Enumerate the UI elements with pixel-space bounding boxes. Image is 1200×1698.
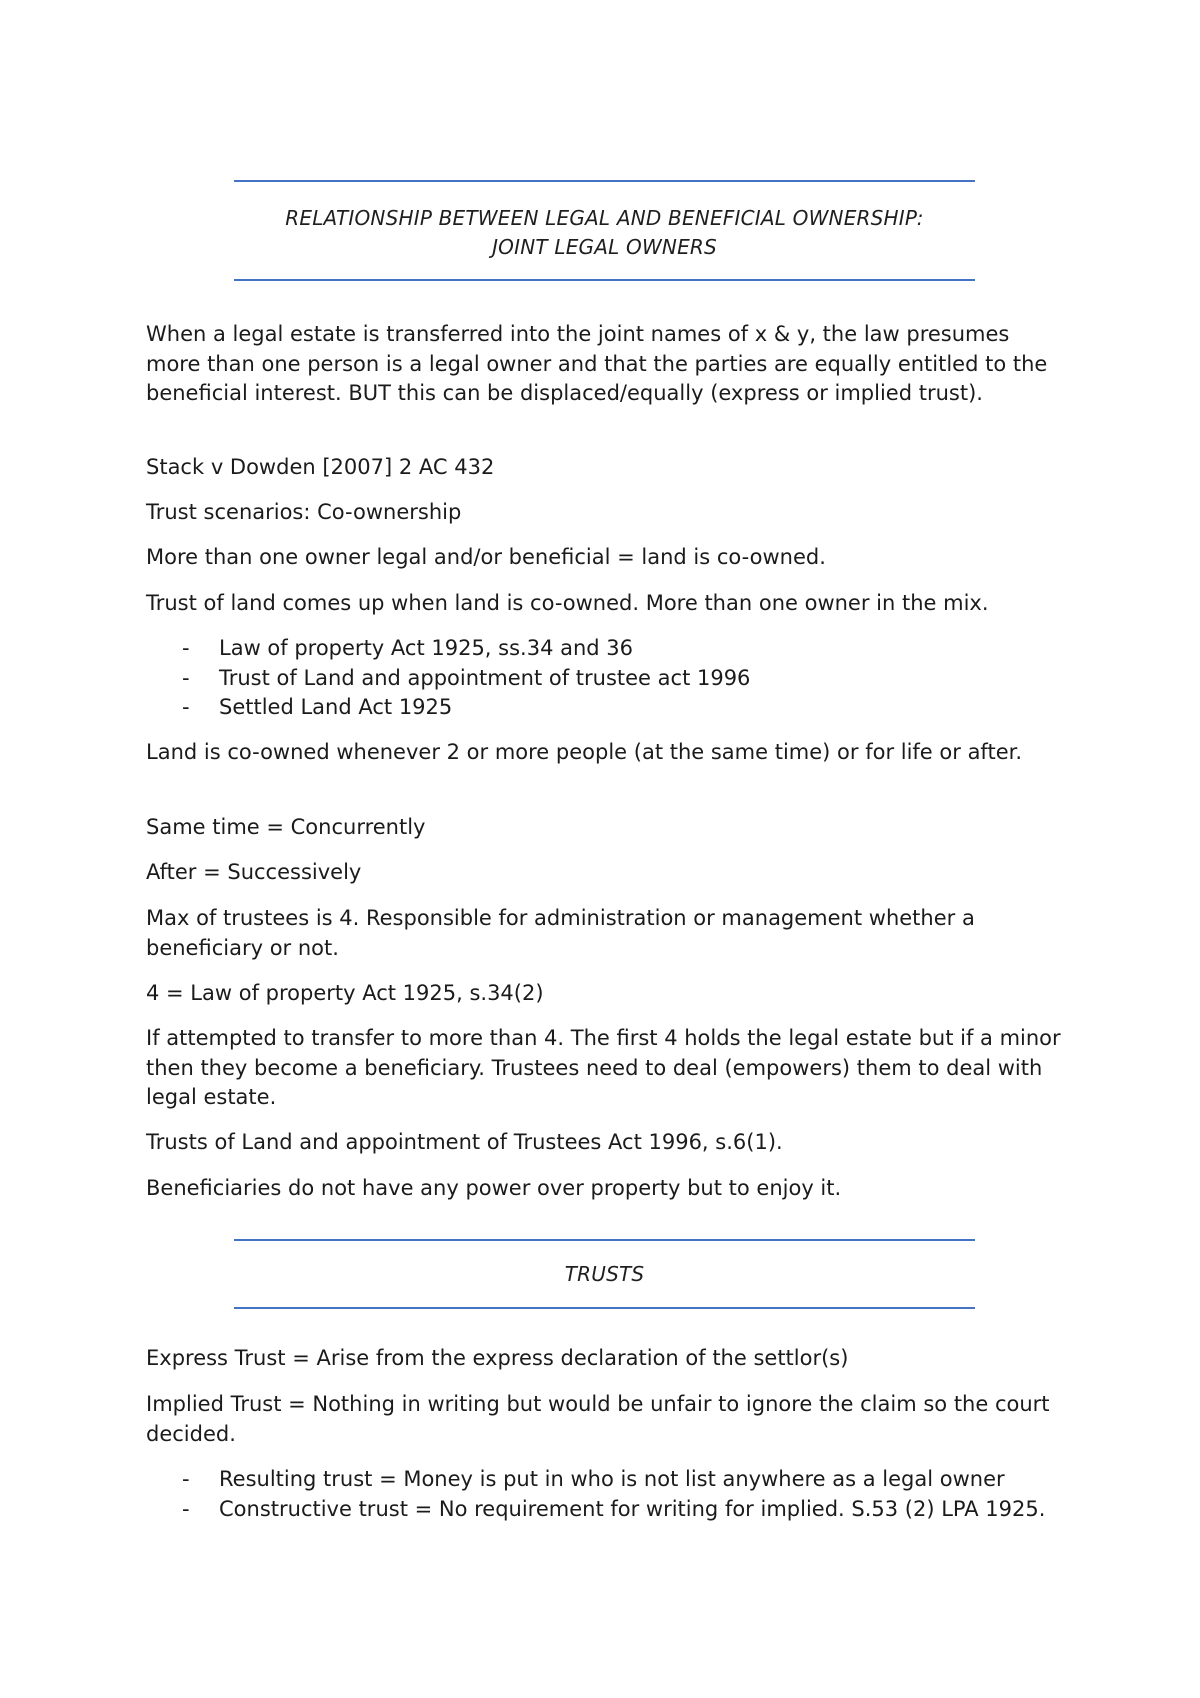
paragraph-coowned xyxy=(146,543,1066,573)
paragraph: More than one owner legal and/or beneficial = land is co-owned. xyxy=(146,545,826,569)
list-item-text: Law of property Act 1925, ss.34 and 36 xyxy=(219,636,634,660)
paragraph: When a legal estate is transferred into the joint names of x & y, the law presumes more than one person is a legal owner and that the parties are equally entitled to the beneficial interest. BUT this can be displaced/equally (express or implied trust). xyxy=(146,322,1048,405)
list-item-text: Constructive trust = No requirement for writing for implied. S.53 (2) LPA 1925. xyxy=(219,1496,1046,1521)
paragraph: Land is co-owned whenever 2 or more people (at the same time) or for life or after. xyxy=(146,740,1022,764)
heading-title: TRUSTS xyxy=(564,1262,645,1286)
paragraph: Same time = Concurrently xyxy=(146,815,426,839)
bullet-dash: - xyxy=(182,695,190,719)
paragraph: Stack v Dowden [2007] 2 AC 432 xyxy=(146,455,495,479)
heading-rule-bottom xyxy=(234,1307,975,1309)
paragraph: Implied Trust = Nothing in writing but would be unfair to ignore the claim so the court decided. xyxy=(146,1392,1050,1446)
statute-list xyxy=(146,634,1066,723)
paragraph-max-trustees xyxy=(146,904,1066,963)
trust-types-list xyxy=(146,1465,1066,1524)
heading-title-line-2: JOINT LEGAL OWNERS xyxy=(492,235,717,259)
paragraph-scenarios xyxy=(146,498,1066,528)
paragraph-beneficiaries xyxy=(146,1174,1066,1204)
paragraph-coowned-whenever xyxy=(146,738,1066,768)
section-heading-trusts xyxy=(234,1239,975,1311)
section-heading-ownership xyxy=(234,180,975,285)
list-item xyxy=(146,693,1066,723)
paragraph: 4 = Law of property Act 1925, s.34(2) xyxy=(146,981,544,1005)
paragraph-after xyxy=(146,858,1066,888)
list-item xyxy=(146,634,1066,664)
list-item-text: Trust of Land and appointment of trustee act 1996 xyxy=(219,665,751,690)
list-item xyxy=(146,1465,1066,1495)
paragraph: Express Trust = Arise from the express declaration of the settlor(s) xyxy=(146,1346,849,1370)
paragraph-lpa-s34 xyxy=(146,979,1066,1009)
bullet-dash: - xyxy=(182,665,190,690)
paragraph: After = Successively xyxy=(146,860,362,884)
heading-title-line-1: RELATIONSHIP BETWEEN LEGAL AND BENEFICIAL OWNERSHIP: xyxy=(285,206,924,230)
paragraph-transfer xyxy=(146,1024,1066,1113)
paragraph: If attempted to transfer to more than 4. The first 4 holds the legal estate but if a minor then they become a beneficiary. Trustees need to deal (empowers) them to deal with legal estate. xyxy=(146,1026,1061,1109)
paragraph: Trust of land comes up when land is co-owned. More than one owner in the mix. xyxy=(146,591,989,615)
bullet-dash: - xyxy=(182,1496,190,1521)
paragraph-case xyxy=(146,453,1066,483)
list-item-text: Resulting trust = Money is put in who is not list anywhere as a legal owner xyxy=(219,1467,1005,1491)
paragraph-implied-trust xyxy=(146,1390,1066,1449)
paragraph: Trust scenarios: Co-ownership xyxy=(146,500,462,524)
list-item-text: Settled Land Act 1925 xyxy=(219,695,453,719)
paragraph-trust-of-land xyxy=(146,589,1066,619)
paragraph-express-trust xyxy=(146,1344,1066,1374)
paragraph-intro xyxy=(146,320,1066,409)
list-item xyxy=(146,664,1066,694)
bullet-dash: - xyxy=(182,1467,190,1491)
bullet-dash: - xyxy=(182,636,190,660)
paragraph: Beneficiaries do not have any power over property but to enjoy it. xyxy=(146,1176,842,1200)
heading-rule-top xyxy=(234,180,975,182)
paragraph-tolata xyxy=(146,1128,1066,1158)
heading-rule-top xyxy=(234,1239,975,1241)
heading-rule-bottom xyxy=(234,279,975,281)
paragraph: Max of trustees is 4. Responsible for administration or management whether a beneficiary or not. xyxy=(146,906,975,960)
list-item xyxy=(146,1495,1066,1525)
paragraph-same-time xyxy=(146,813,1066,843)
paragraph: Trusts of Land and appointment of Trustees Act 1996, s.6(1). xyxy=(146,1130,783,1154)
